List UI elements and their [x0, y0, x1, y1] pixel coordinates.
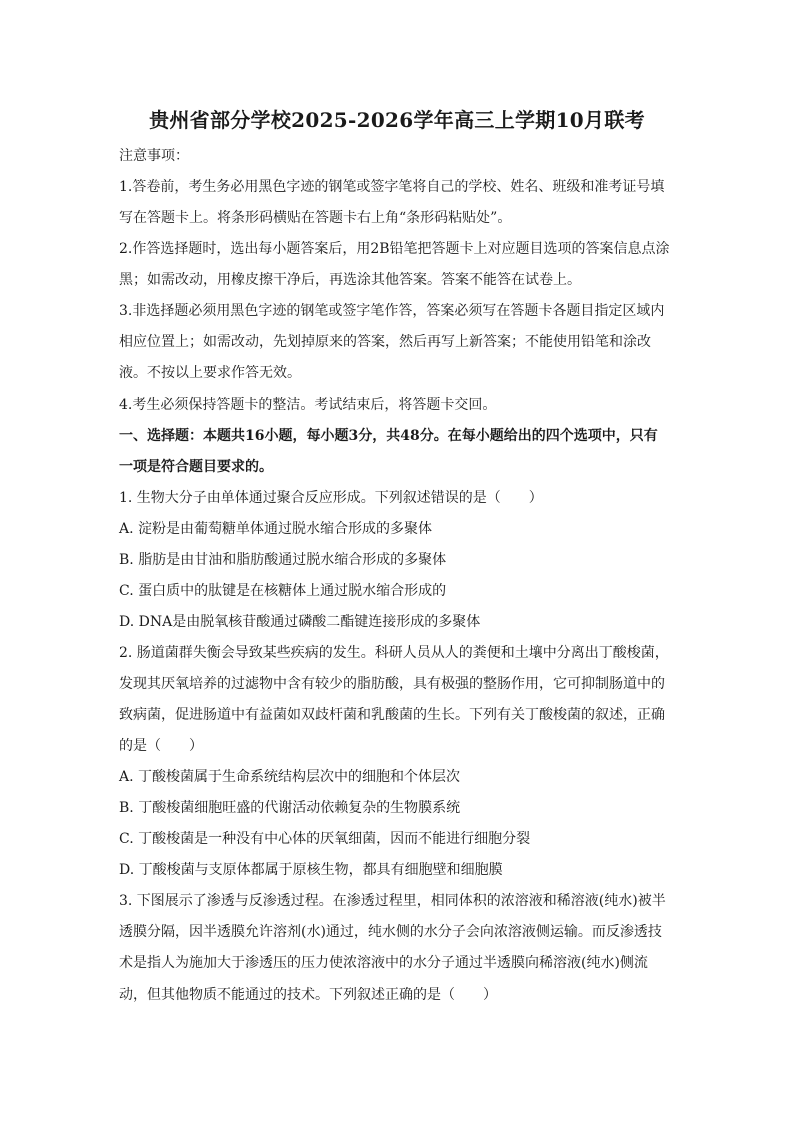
question-3-stem: 3. 下图展示了渗透与反渗透过程。在渗透过程里，相同体积的浓溶液和稀溶液(纯水)被半: [119, 893, 666, 909]
question-1-option-d: D. DNA是由脱氧核苷酸通过磷酸二酯键连接形成的多聚体: [119, 614, 481, 630]
question-2-stem: 致病菌，促进肠道中有益菌如双歧杆菌和乳酸菌的生长。下列有关丁酸梭菌的叙述，正确: [119, 707, 665, 723]
question-2-stem: 发现其厌氧培养的过滤物中含有较少的脂肪酸，具有极强的整肠作用，它可抑制肠道中的: [119, 676, 665, 692]
question-1-stem: 1. 生物大分子由单体通过聚合反应形成。下列叙述错误的是（ ）: [119, 490, 543, 506]
exam-title: 贵州省部分学校2025-2026学年高三上学期10月联考: [149, 108, 645, 132]
notice-line: 黑；如需改动，用橡皮擦干净后，再选涂其他答案。答案不能答在试卷上。: [119, 272, 581, 288]
question-1-option-c: C. 蛋白质中的肽键是在核糖体上通过脱水缩合形成的: [119, 583, 447, 599]
question-2-stem: 2. 肠道菌群失衡会导致某些疾病的发生。科研人员从人的粪便和土壤中分离出丁酸梭菌，: [119, 645, 669, 661]
question-3-stem: 动，但其他物质不能通过的技术。下列叙述正确的是（ ）: [119, 987, 497, 1003]
notice-line: 4.考生必须保持答题卡的整洁。考试结束后，将答题卡交回。: [119, 397, 497, 413]
notice-line: 液。不按以上要求作答无效。: [119, 365, 301, 381]
notice-line: 1.答卷前，考生务必用黑色字迹的钢笔或签字笔将自己的学校、姓名、班级和准考证号填: [119, 179, 665, 195]
question-3-stem: 透膜分隔，因半透膜允许溶剂(水)通过，纯水侧的水分子会向浓溶液侧运输。而反渗透技: [119, 924, 662, 940]
notice-line: 2.作答选择题时，选出每小题答案后，用2B铅笔把答题卡上对应题目选项的答案信息点涂: [119, 241, 670, 257]
section-heading: 一、选择题：本题共16小题，每小题3分，共48分。在每小题给出的四个选项中，只有: [119, 428, 658, 444]
notice-line: 3.非选择题必须用黑色字迹的钢笔或签字笔作答，答案必须写在答题卡各题目指定区域内: [119, 303, 665, 319]
notice-line: 相应位置上；如需改动，先划掉原来的答案，然后再写上新答案；不能使用铅笔和涂改: [119, 334, 651, 350]
question-3-stem: 术是指人为施加大于渗透压的压力使浓溶液中的水分子通过半透膜向稀溶液(纯水)侧流: [119, 955, 648, 971]
question-2-option-a: A. 丁酸梭菌属于生命系统结构层次中的细胞和个体层次: [119, 769, 461, 785]
question-2-option-c: C. 丁酸梭菌是一种没有中心体的厌氧细菌，因而不能进行细胞分裂: [119, 831, 531, 847]
notice-line: 写在答题卡上。将条形码横贴在答题卡右上角“条形码粘贴处”。: [119, 210, 512, 226]
question-1-option-a: A. 淀粉是由葡萄糖单体通过脱水缩合形成的多聚体: [119, 521, 433, 537]
question-1-option-b: B. 脂肪是由甘油和脂肪酸通过脱水缩合形成的多聚体: [119, 552, 447, 568]
question-2-option-d: D. 丁酸梭菌与支原体都属于原核生物，都具有细胞壁和细胞膜: [119, 862, 503, 878]
question-2-option-b: B. 丁酸梭菌细胞旺盛的代谢活动依赖复杂的生物膜系统: [119, 800, 461, 816]
notice-heading: 注意事项：: [119, 148, 189, 164]
question-2-stem: 的是（ ）: [119, 738, 203, 754]
section-heading: 一项是符合题目要求的。: [119, 459, 273, 475]
